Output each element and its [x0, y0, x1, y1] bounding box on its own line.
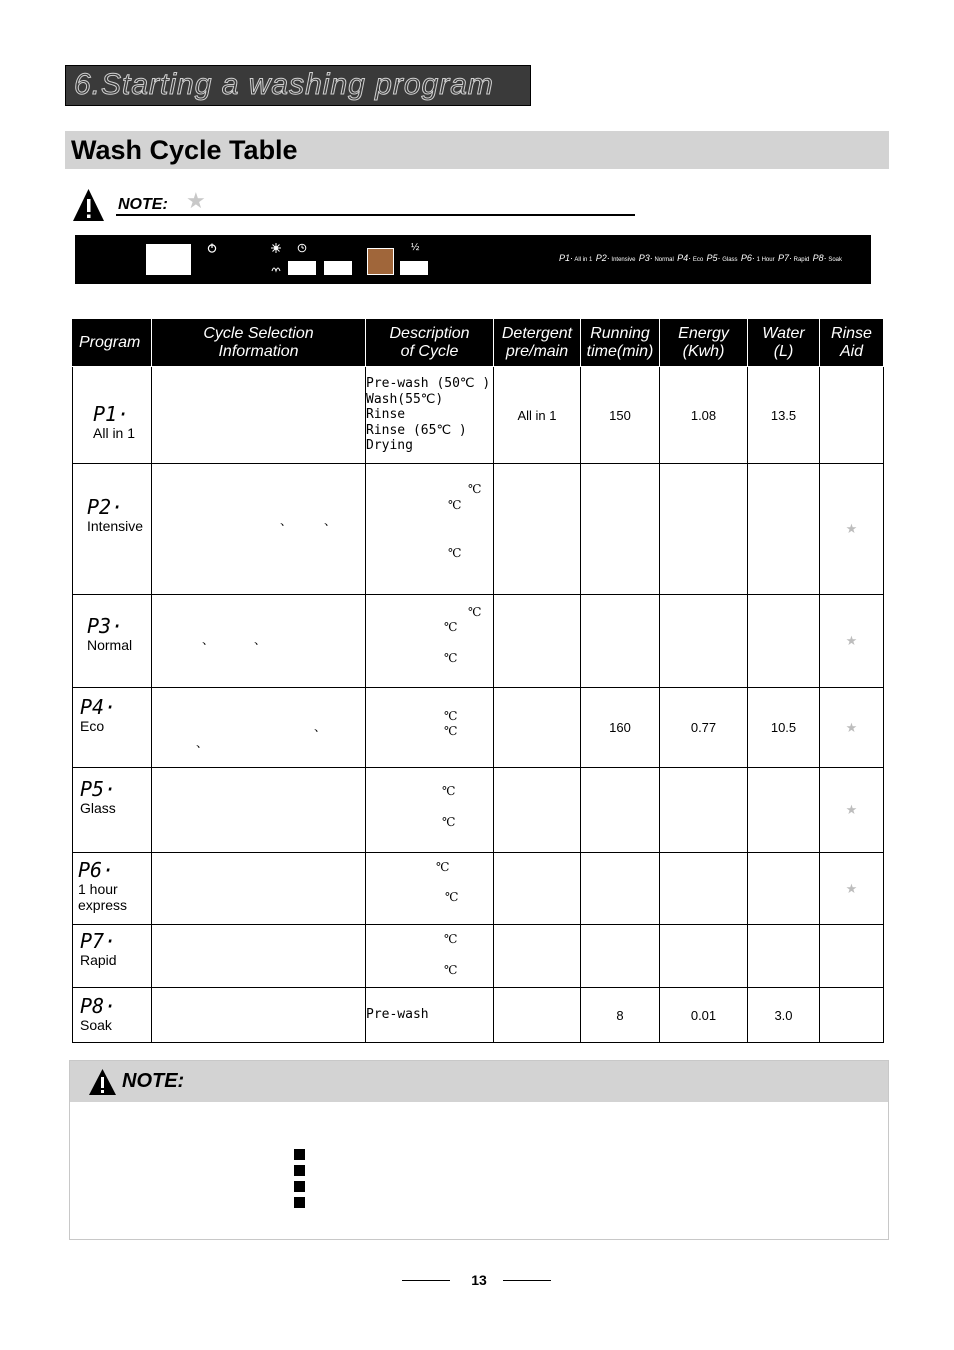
program-cell: [73, 768, 152, 853]
table-title: Wash Cycle Table: [71, 135, 298, 165]
running-time-cell: 160: [581, 688, 660, 768]
header-cycle-info: Cycle Selection Information: [152, 320, 366, 367]
wash-cycle-table: [72, 319, 884, 1043]
program-name: Rapid: [80, 952, 117, 968]
description-cell: ℃ ℃: [366, 768, 494, 853]
program-cell: [73, 853, 152, 925]
cycle-info-cell: [152, 988, 366, 1043]
program-cell: [73, 925, 152, 988]
rinse-aid-cell: ★: [820, 853, 884, 925]
description-cell: ℃ ℃ ℃: [366, 464, 494, 595]
section-banner: [65, 65, 531, 106]
half-load-icon: ½: [411, 242, 420, 253]
detergent-cell: [494, 853, 581, 925]
program-cell: [73, 464, 152, 595]
table-row: [73, 688, 884, 768]
program-code: P7·: [80, 929, 117, 953]
energy-cell: [660, 595, 748, 688]
sun-icon: [271, 243, 281, 253]
control-panel: [75, 235, 871, 284]
table-row: [73, 988, 884, 1043]
table-row: [73, 595, 884, 688]
bullet-square: [294, 1149, 305, 1160]
table-row: [73, 853, 884, 925]
rinse-aid-cell: ★: [820, 768, 884, 853]
program-code: P1·: [93, 402, 130, 426]
energy-cell: [660, 925, 748, 988]
energy-cell: 0.01: [660, 988, 748, 1043]
program-name: express: [78, 897, 128, 913]
water-cell: [748, 595, 820, 688]
header-detergent: Detergent pre/main: [494, 320, 581, 367]
header-rinse-aid: Rinse Aid: [820, 320, 884, 367]
power-icon: [207, 243, 217, 253]
bullet-square: [294, 1165, 305, 1176]
description-cell: Pre-wash (50℃ ) Wash(55℃) Rinse Rinse (65℃ ) Drying: [366, 367, 494, 464]
running-time-cell: [581, 595, 660, 688]
rinse-aid-cell: [820, 988, 884, 1043]
panel-button-2: [324, 261, 352, 275]
detergent-cell: All in 1: [494, 367, 581, 464]
bullet-square: [294, 1197, 305, 1208]
energy-cell: [660, 853, 748, 925]
energy-cell: [660, 768, 748, 853]
cycle-info-cell: 、 、: [152, 688, 366, 768]
program-name: Normal: [87, 637, 133, 653]
note-label: NOTE:: [118, 196, 168, 213]
header-energy: Energy (Kwh): [660, 320, 748, 367]
detergent-cell: [494, 595, 581, 688]
bullet-square: [294, 1181, 305, 1192]
program-cell: [73, 367, 152, 464]
program-code: P2·: [87, 495, 124, 519]
header-program: Program: [73, 320, 152, 367]
program-name: 1 hour: [78, 881, 118, 897]
water-cell: 10.5: [748, 688, 820, 768]
rinse-aid-cell: [820, 367, 884, 464]
program-code: P3·: [87, 614, 124, 638]
program-button: [367, 248, 394, 275]
program-name: Soak: [80, 1017, 112, 1033]
program-name: Intensive: [87, 518, 144, 534]
running-time-cell: [581, 925, 660, 988]
description-cell: ℃ ℃ ℃: [366, 595, 494, 688]
section-title: 6.Starting a washing program: [74, 68, 494, 101]
rinse-aid-cell: ★: [820, 688, 884, 768]
cycle-info-cell: [152, 768, 366, 853]
footer-rule-right: [503, 1280, 551, 1281]
note-box-header: [70, 1061, 888, 1102]
cycle-info-cell: [152, 367, 366, 464]
rinse-aid-cell: ★: [820, 595, 884, 688]
table-row: [73, 464, 884, 595]
cycle-info-cell: 、 、: [152, 464, 366, 595]
program-code: P6·: [78, 858, 115, 882]
running-time-cell: [581, 464, 660, 595]
table-row: [73, 367, 884, 464]
detergent-cell: [494, 925, 581, 988]
water-cell: 3.0: [748, 988, 820, 1043]
program-name: Glass: [80, 800, 116, 816]
note-box-label: NOTE:: [122, 1070, 185, 1092]
warning-icon: [88, 1068, 117, 1096]
footer-rule-left: [402, 1280, 450, 1281]
program-code: P8·: [80, 994, 117, 1018]
program-cell: [73, 595, 152, 688]
table-row: [73, 925, 884, 988]
rinse-aid-cell: ★: [820, 464, 884, 595]
detergent-cell: [494, 464, 581, 595]
note-box: [69, 1060, 889, 1240]
table-header-row: [73, 320, 884, 367]
energy-cell: 1.08: [660, 367, 748, 464]
display-window: [146, 244, 191, 275]
description-cell: ℃ ℃: [366, 853, 494, 925]
dry-icon: [271, 263, 281, 273]
energy-cell: [660, 464, 748, 595]
cycle-info-cell: 、 、: [152, 595, 366, 688]
warning-icon: [72, 188, 105, 222]
water-cell: [748, 925, 820, 988]
running-time-cell: 8: [581, 988, 660, 1043]
header-water: Water (L): [748, 320, 820, 367]
program-name: Eco: [80, 718, 105, 734]
description-cell: ℃ ℃: [366, 925, 494, 988]
running-time-cell: [581, 853, 660, 925]
program-name: All in 1: [93, 425, 136, 441]
program-code: P4·: [80, 695, 117, 719]
description-cell: Pre-wash: [366, 988, 494, 1043]
header-running-time: Running time(min): [581, 320, 660, 367]
note-rule: [116, 214, 635, 216]
detergent-cell: [494, 988, 581, 1043]
cycle-info-cell: [152, 853, 366, 925]
clock-icon: [297, 243, 307, 253]
page-number: 13: [471, 1272, 487, 1288]
detergent-cell: [494, 768, 581, 853]
program-code: P5·: [80, 777, 117, 801]
program-cell: [73, 688, 152, 768]
description-cell: ℃ ℃: [366, 688, 494, 768]
panel-button-1: [288, 261, 316, 275]
water-cell: [748, 464, 820, 595]
energy-cell: 0.77: [660, 688, 748, 768]
running-time-cell: 150: [581, 367, 660, 464]
program-cell: [73, 988, 152, 1043]
water-cell: 13.5: [748, 367, 820, 464]
water-cell: [748, 853, 820, 925]
water-cell: [748, 768, 820, 853]
detergent-cell: [494, 688, 581, 768]
cycle-info-cell: [152, 925, 366, 988]
star-icon: ★: [186, 188, 206, 213]
table-row: [73, 768, 884, 853]
program-legend: P1· All in 1 P2· Intensive P3· Normal P4· Eco P5· Glass P6· 1 Hour P7· Rapid P8· Soak: [559, 253, 843, 263]
header-description: Description of Cycle: [366, 320, 494, 367]
table-title-bar: [65, 131, 889, 169]
panel-button-3: [400, 261, 428, 275]
running-time-cell: [581, 768, 660, 853]
rinse-aid-cell: [820, 925, 884, 988]
